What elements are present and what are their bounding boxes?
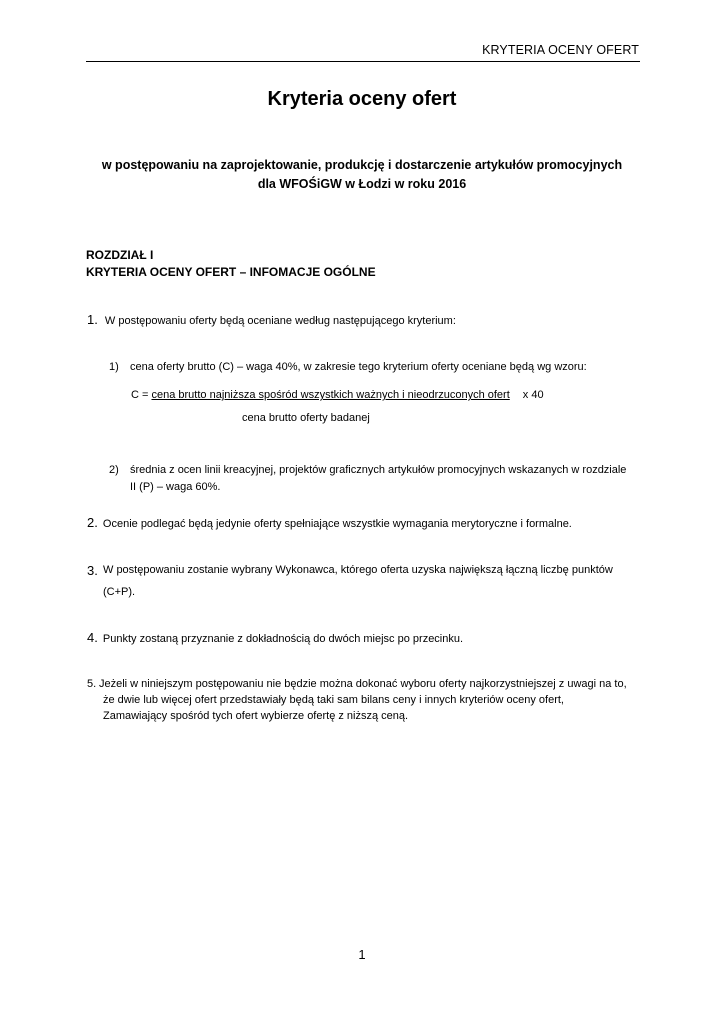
item-1 (87, 311, 456, 330)
formula-multiplier: x 40 (522, 389, 544, 401)
item-number: 5. (87, 678, 97, 690)
page-number: 1 (358, 947, 366, 962)
sub-item-text-line-1: średnia z ocen linii kreacyjnej, projektów graficznych artykułów promocyjnych wskazanych w rozdziale (130, 464, 627, 476)
item-2 (87, 514, 572, 533)
item-5-line-3: Zamawiający spośród tych ofert wybierze ofertę z niższą ceną. (103, 710, 409, 722)
sub-item-text-line-2: II (P) – waga 60%. (130, 481, 221, 493)
item-text: Ocenie podlegać będą jedynie oferty spełniające wszystkie wymagania merytoryczne i formalne. (102, 518, 572, 530)
item-text: W postępowaniu oferty będą oceniane według następującego kryterium: (104, 315, 456, 327)
chapter-label: ROZDZIAŁ I (86, 248, 154, 262)
formula-denominator: cena brutto oferty badanej (242, 412, 370, 424)
document-title: Kryteria oceny ofert (267, 88, 457, 110)
item-number: 2. (87, 515, 98, 530)
item-number: 1. (87, 312, 98, 327)
sub-item-number: 2) (109, 464, 119, 476)
subtitle-line-1: w postępowaniu na zaprojektowanie, produkcję i dostarczenie artykułów promocyjnych (101, 158, 623, 172)
item-text: Punkty zostaną przyznanie z dokładnością do dwóch miejsc po przecinku. (102, 633, 464, 645)
item-4 (87, 629, 463, 648)
item-5-line-1: Jeżeli w niniejszym postępowaniu nie będzie można dokonać wyboru oferty najkorzystniejszej z uwagi na to, (99, 678, 627, 690)
sub-item-text: cena oferty brutto (C) – waga 40%, w zakresie tego kryterium oferty oceniane będą wg wzoru: (130, 361, 587, 373)
chapter-heading: KRYTERIA OCENY OFERT – INFOMACJE OGÓLNE (86, 265, 376, 279)
item-number (87, 562, 98, 581)
sub-item-number: 1) (109, 361, 119, 373)
header-rule (86, 61, 640, 62)
formula-fraction-numerator: cena brutto najniższa spośród wszystkich ważnych i nieodrzuconych ofert (151, 389, 510, 401)
formula-numerator (131, 389, 544, 401)
item-3-line-1: W postępowaniu zostanie wybrany Wykonawca, którego oferta uzyska największą łączną liczbę punktów (103, 564, 613, 576)
subtitle-line-2: dla WFOŚiGW w Łodzi w roku 2016 (257, 177, 467, 191)
item-3-line-2: (C+P). (103, 586, 136, 598)
running-header: KRYTERIA OCENY OFERT (482, 43, 639, 57)
item-5-line-2: że dwie lub więcej ofert przedstawiały będą taki sam bilans ceny i innych kryteriów oceny ofert, (103, 694, 564, 706)
formula-prefix: C = (131, 389, 152, 401)
item-number-label: 3. (87, 563, 98, 578)
item-number: 4. (87, 630, 98, 645)
